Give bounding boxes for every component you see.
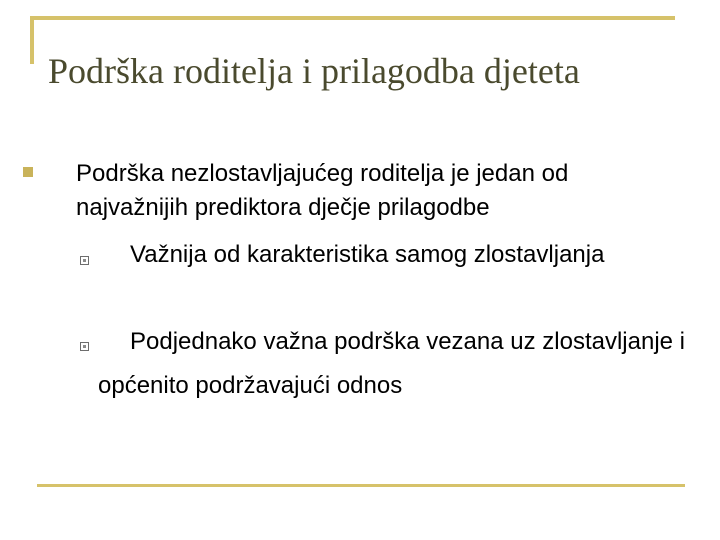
checkbox-bullet-icon — [80, 342, 89, 351]
square-bullet-icon — [23, 167, 33, 177]
sub-point-text: Podjednako važna podrška vezana uz zlostavljanje i općenito podržavajući odnos — [98, 328, 686, 399]
slide-title: Podrška roditelja i prilagodba djeteta — [48, 51, 580, 91]
checkbox-bullet-icon — [80, 256, 89, 265]
sub-point-text: Važnija od karakteristika samog zlostavljanja — [130, 241, 605, 268]
frame-top-line — [30, 16, 675, 20]
frame-bottom-line — [37, 484, 685, 487]
frame-left-line — [30, 16, 34, 64]
bullet-point-text: Podrška nezlostavljajućeg roditelja je jedan od najvažnijih prediktora dječje prilagodbe — [76, 160, 569, 221]
